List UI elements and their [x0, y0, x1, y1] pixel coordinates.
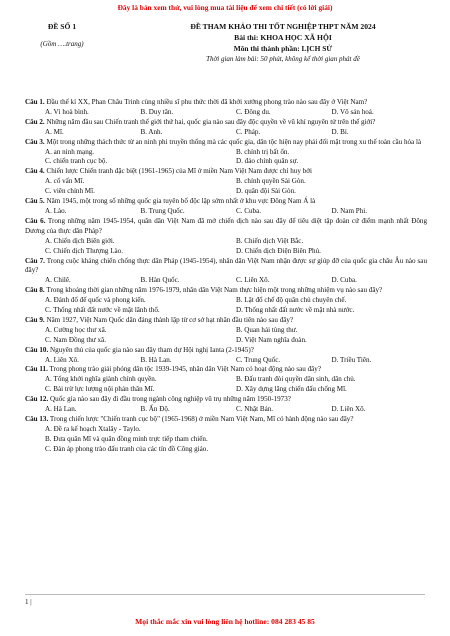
question-text: Quốc gia nào sau đây đi đầu trong ngành công nghiệp vũ trụ những năm 1950-1973?	[50, 395, 291, 404]
question-number: Câu 9.	[25, 315, 45, 324]
answer-option: B. Hàn Quốc.	[140, 276, 180, 285]
question-text: Đầu thế kỉ XX, Phan Châu Trinh cùng nhiều sĩ phu thức thời đã khởi xướng phong trào nào sau đây ở Việt Nam?	[46, 98, 368, 106]
preview-banner: Đây là bản xem thử, vui lòng mua tài liệu để xem chi tiết (có lời giải)	[117, 3, 333, 12]
question-stem	[25, 257, 427, 277]
answer-option: C. Trung Quốc.	[236, 355, 281, 364]
question-item	[25, 98, 427, 118]
answer-option: C. Cuba.	[236, 206, 262, 215]
question-text: Chiến lược Chiến tranh đặc biệt (1961-1965) của Mĩ ở miền Nam Việt Nam được chỉ huy bởi	[46, 167, 312, 176]
footer-divider	[25, 594, 425, 595]
question-text: Nguyên thủ của quốc gia nào sau đây tham dự Hội nghị Ianta (2-1945)?	[50, 345, 254, 354]
question-stem	[25, 197, 427, 207]
answer-options	[25, 148, 427, 168]
answer-option: D. quân đội Sài Gòn.	[236, 187, 296, 196]
question-stem	[25, 118, 427, 128]
answer-option: A. cố vấn Mĩ.	[45, 177, 85, 186]
answer-options	[25, 375, 427, 395]
hotline-footer: Mọi thắc mắc xin vui lòng liên hệ hotline: 084 283 45 85	[135, 617, 315, 626]
answer-option: B. chính trị bất ổn.	[236, 147, 290, 156]
answer-options	[25, 177, 427, 197]
answer-option: A. Lào.	[45, 206, 67, 215]
answer-option: C. chiến tranh cục bộ.	[45, 157, 108, 166]
question-number: Câu 7.	[25, 256, 45, 265]
question-number: Câu 2.	[25, 117, 45, 126]
question-number: Câu 8.	[25, 286, 45, 295]
answer-option: B. Anh.	[140, 127, 163, 136]
question-item	[25, 415, 427, 455]
question-number: Câu 4.	[25, 167, 45, 176]
exam-time: Thời gian làm bài: 50 phút, không kể thời gian phát đề	[206, 55, 360, 63]
page-number: 1 |	[25, 598, 32, 606]
question-item	[25, 395, 427, 415]
question-number: Câu 1.	[25, 98, 45, 106]
answer-option: A. Cường học thư xã.	[45, 325, 107, 334]
answer-options	[25, 356, 427, 366]
question-number: Câu 12.	[25, 395, 49, 404]
question-stem	[25, 138, 427, 148]
exam-subject: Môn thi thành phần: LỊCH SỬ	[233, 44, 333, 53]
question-text: Trong khoảng thời gian những năm 1976-1979, nhân dân Việt Nam thực hiện một trong những nhiệm vụ nào sau đây?	[46, 286, 383, 295]
answer-option: A. an ninh mạng.	[45, 147, 95, 156]
question-number: Câu 6.	[25, 216, 46, 225]
question-item	[25, 197, 427, 217]
answer-option: D. Cuba.	[331, 276, 357, 285]
question-list	[25, 98, 427, 455]
question-item	[25, 217, 427, 257]
question-text: Những năm đầu sau Chiến tranh thế giới thứ hai, quốc gia nào sau đây độc quyền về vũ khí nguyên tử trên thế giới?	[46, 117, 376, 126]
answer-option: B. Đưa quân Mĩ và quân đồng minh trực tiếp tham chiến.	[45, 434, 208, 443]
answer-option: A. Đánh đổ đế quốc và phong kiến.	[45, 296, 146, 305]
question-number: Câu 10.	[25, 345, 49, 354]
question-stem	[25, 346, 427, 356]
question-item	[25, 138, 427, 168]
answer-options	[25, 296, 427, 316]
answer-option: C. Pháp.	[236, 127, 261, 136]
page-count: (Gồm ….trang)	[40, 40, 84, 48]
answer-options	[25, 108, 427, 118]
answer-option: C. Nam Đồng thư xã.	[45, 335, 106, 344]
question-item	[25, 365, 427, 395]
answer-option: B. chính quyền Sài Gòn.	[236, 177, 306, 186]
answer-options	[25, 237, 427, 257]
answer-options	[25, 207, 427, 217]
answer-option: A. Liên Xô.	[45, 355, 79, 364]
answer-option: D. Việt Nam nghĩa đoàn.	[236, 335, 307, 344]
answer-option: C. Bài trừ lực lượng nội phản thân Mĩ.	[45, 385, 155, 394]
question-text: Một trong những thách thức từ an ninh phi truyền thống mà các quốc gia, dân tộc hiện nay phải đối mặt trong xu thế toàn cầu hóa là	[46, 137, 422, 146]
question-stem	[25, 98, 427, 108]
header-left	[32, 17, 92, 48]
answer-option: B. Trung Quốc.	[140, 206, 185, 215]
question-stem	[25, 365, 427, 375]
question-item	[25, 286, 427, 316]
answer-option: C. Liên Xô.	[236, 276, 270, 285]
question-text: Năm 1927, Việt Nam Quốc dân đảng thành lập từ cơ sở hạt nhân đầu tiên nào sau đây?	[46, 315, 294, 324]
answer-options	[25, 405, 427, 415]
answer-option: C. Thống nhất đất nước về mặt lãnh thổ.	[45, 306, 160, 315]
question-stem	[25, 167, 427, 177]
question-number: Câu 3.	[25, 137, 45, 146]
answer-option: B. Chiến dịch Việt Bắc.	[236, 236, 304, 245]
answer-option: A. Tổng khởi nghĩa giành chính quyền.	[45, 375, 157, 384]
question-text: Năm 1945, một trong số những quốc gia tuyên bố độc lập sớm nhất ở khu vực Đông Nam Á là	[46, 197, 316, 206]
answer-options	[25, 326, 427, 346]
answer-option: A. Mĩ.	[45, 127, 64, 136]
question-text: Trong cuộc kháng chiến chống thực dân Pháp (1945-1954), nhân dân Việt Nam nhận được sự giúp đỡ của quốc gia châu Âu nào sau đây?	[25, 256, 427, 275]
exam-name: Bài thi: KHOA HỌC XÃ HỘI	[234, 33, 332, 42]
answer-option: C. Nhật Bản.	[236, 405, 274, 414]
question-item	[25, 118, 427, 138]
answer-options	[25, 128, 427, 138]
exam-code: ĐỀ SỐ 1	[47, 22, 77, 31]
answer-option: B. Lật đổ chế độ quân chủ chuyên chế.	[236, 296, 347, 305]
exam-header	[0, 17, 450, 65]
answer-option: C. Đông du.	[236, 107, 271, 116]
answer-option: C. viên chính Mĩ.	[45, 187, 95, 196]
answer-option: B. Duy tân.	[140, 107, 174, 116]
question-item	[25, 167, 427, 197]
question-number: Câu 13.	[25, 415, 49, 423]
answer-option: A. Chiến dịch Biên giới.	[45, 236, 115, 245]
answer-option: D. Vô sản hoá.	[331, 107, 374, 116]
question-stem	[25, 286, 427, 296]
question-stem	[25, 316, 427, 326]
answer-options	[25, 425, 427, 455]
answer-option: B. Đấu tranh đòi quyền dân sinh, dân chủ.	[236, 375, 356, 384]
header-right	[148, 17, 418, 63]
answer-option: A. Hà Lan.	[45, 405, 77, 414]
answer-option: B. Quan hải tùng thư.	[236, 325, 298, 334]
answer-option: D. Xây dựng lăng chiến đấu chống Mĩ.	[236, 385, 347, 394]
answer-option: D. Nam Phi.	[331, 206, 367, 215]
question-number: Câu 5.	[25, 197, 45, 206]
question-text: Trong những năm 1945-1954, quân dân Việt Nam đã mở chiến dịch nào sau đây để tiêu diệt tập đoàn cứ điểm mạnh nhất Đông Dương của thực dân Pháp?	[25, 216, 427, 235]
question-number: Câu 11.	[25, 365, 48, 374]
answer-option: D. Thống nhất đất nước về mặt nhà nước.	[236, 306, 355, 315]
answer-option: A. Đề ra kế hoạch Xtalây - Taylo.	[45, 424, 141, 433]
question-stem	[25, 415, 427, 425]
answer-option: D. Triều Tiên.	[331, 355, 372, 364]
question-item	[25, 257, 427, 287]
answer-option: B. Hà Lan.	[140, 355, 172, 364]
question-item	[25, 346, 427, 366]
answer-option: D. Bỉ.	[331, 127, 349, 136]
exam-title: ĐỀ THAM KHẢO THI TỐT NGHIỆP THPT NĂM 2024	[190, 22, 376, 31]
answer-option: D. Chiến dịch Điện Biên Phủ.	[236, 246, 321, 255]
answer-option: A. Chilê.	[45, 276, 71, 285]
question-text: Trong chiến lược "Chiến tranh cục bộ" (1965-1968) ở miền Nam Việt Nam, Mĩ có hành động nào sau đây?	[49, 415, 354, 423]
answer-option: D. đảo chính quân sự.	[236, 157, 299, 166]
answer-option: A. Vì hoà bình.	[45, 107, 89, 116]
answer-option: C. Đàn áp phong trào đấu tranh của các tín đồ Công giáo.	[45, 444, 209, 453]
question-stem	[25, 395, 427, 405]
question-item	[25, 316, 427, 346]
answer-option: B. Ấn Độ.	[140, 405, 170, 414]
question-text: Trong phong trào giải phóng dân tộc 1939-1945, nhân dân Việt Nam có hoạt động nào sau đây?	[49, 365, 321, 374]
answer-option: D. Liên Xô.	[331, 405, 366, 414]
answer-options	[25, 276, 427, 286]
answer-option: C. Chiến dịch Thượng Lào.	[45, 246, 123, 255]
question-stem	[25, 217, 427, 237]
